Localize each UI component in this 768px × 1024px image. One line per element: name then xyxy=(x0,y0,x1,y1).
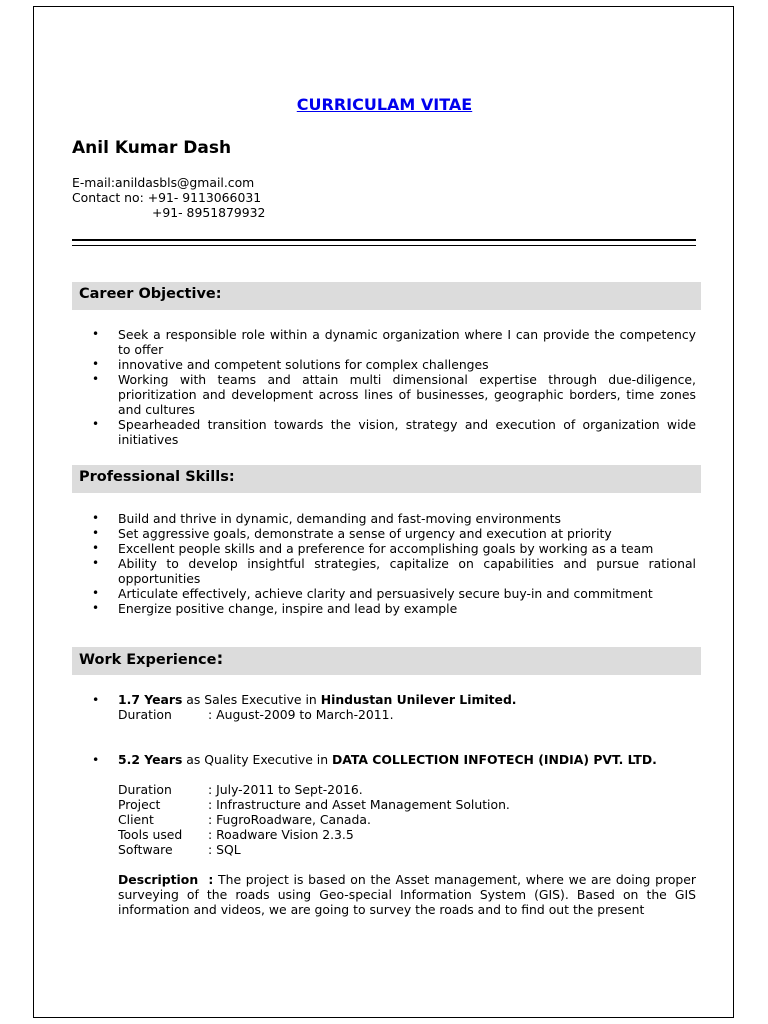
detail-value: : FugroRoadware, Canada. xyxy=(208,812,371,827)
job-2-role: as Quality Executive in xyxy=(182,752,332,767)
detail-value: : Roadware Vision 2.3.5 xyxy=(208,827,354,842)
list-item-text: Build and thrive in dynamic, demanding and fast-moving environments xyxy=(118,511,561,526)
list-item xyxy=(72,357,696,372)
job-2-detail-row xyxy=(72,797,696,812)
bullet-icon: • xyxy=(92,511,100,525)
job-2-detail-row xyxy=(72,782,696,797)
bullet-icon: • xyxy=(92,417,100,431)
job-1-duration xyxy=(72,707,696,722)
list-item xyxy=(72,601,696,616)
professional-skills-list xyxy=(72,511,696,616)
job-2-detail-row xyxy=(72,812,696,827)
detail-label: Duration xyxy=(118,782,172,797)
detail-label: Duration xyxy=(118,707,172,722)
description-label: Description xyxy=(118,872,199,887)
job-1-years: 1.7 Years xyxy=(118,692,183,707)
detail-value: : August-2009 to March-2011. xyxy=(208,707,394,722)
description-text: The project is based on the Asset management, where we are doing proper surveying of the roads using Geo-special Information System (GIS). Based on the GIS information and videos, we are going to survey the roads and to find out the present xyxy=(118,872,696,917)
detail-label: Project xyxy=(118,797,161,812)
candidate-name: Anil Kumar Dash xyxy=(72,138,232,158)
bullet-icon: • xyxy=(92,601,100,615)
job-1-summary xyxy=(72,692,696,707)
phone-2: +91- 8951879932 xyxy=(152,205,266,220)
list-item-text: Working with teams and attain multi dimensional expertise through due-diligence, prioritization and development across lines of businesses, geographic borders, time zones and cultures xyxy=(118,372,696,417)
header-divider-thin xyxy=(72,245,696,246)
list-item-text: Seek a responsible role within a dynamic organization where I can provide the competency to offer xyxy=(118,327,696,357)
bullet-icon: • xyxy=(92,586,100,600)
list-item xyxy=(72,526,696,541)
list-item xyxy=(72,511,696,526)
bullet-icon: • xyxy=(92,556,100,570)
list-item xyxy=(72,556,696,586)
list-item xyxy=(72,541,696,556)
document-title: CURRICULAM VITAE xyxy=(296,95,473,114)
list-item xyxy=(72,586,696,601)
header-divider-thick xyxy=(72,239,696,241)
phone-line-1 xyxy=(72,190,672,205)
job-entry-2 xyxy=(72,752,696,917)
resume-page xyxy=(33,6,734,1018)
list-item-text: Set aggressive goals, demonstrate a sense of urgency and execution at priority xyxy=(118,526,612,541)
list-item-text: Spearheaded transition towards the vision, strategy and execution of organization wide initiatives xyxy=(118,417,696,447)
list-item-text: Ability to develop insightful strategies, capitalize on capabilities and pursue rational opportunities xyxy=(118,556,696,586)
job-2-summary xyxy=(72,752,696,767)
detail-label: Tools used xyxy=(118,827,183,842)
detail-label: Client xyxy=(118,812,154,827)
detail-value: : SQL xyxy=(208,842,241,857)
phone-1: +91- 9113066031 xyxy=(147,190,262,205)
list-item-text: Articulate effectively, achieve clarity and persuasively secure buy-in and commitment xyxy=(118,586,653,601)
contact-label: Contact no: xyxy=(72,190,148,205)
job-2-company: DATA COLLECTION INFOTECH (INDIA) PVT. LTD. xyxy=(332,752,657,767)
job-2-detail-row xyxy=(72,842,696,857)
work-experience-heading-text: Work Experience xyxy=(79,652,217,668)
detail-value: : Infrastructure and Asset Management Solution. xyxy=(208,797,510,812)
detail-label: Software xyxy=(118,842,173,857)
email-line: E-mail:anildasbls@gmail.com xyxy=(72,175,255,190)
job-entry-1 xyxy=(72,692,696,722)
bullet-icon: • xyxy=(92,526,100,540)
job-1-company: Hindustan Unilever Limited. xyxy=(320,692,517,707)
list-item xyxy=(72,372,696,417)
list-item xyxy=(72,417,696,447)
job-2-description xyxy=(72,872,696,917)
professional-skills-heading: Professional Skills: xyxy=(72,465,701,493)
job-2-detail-row xyxy=(72,827,696,842)
contact-block xyxy=(72,175,672,220)
job-2-years: 5.2 Years xyxy=(118,752,183,767)
bullet-icon: • xyxy=(92,357,100,371)
bullet-icon: • xyxy=(92,372,100,386)
description-colon: : xyxy=(198,872,214,887)
detail-value: : July-2011 to Sept-2016. xyxy=(208,782,363,797)
career-objective-list xyxy=(72,327,696,447)
work-experience-heading-colon: : xyxy=(216,649,224,669)
career-objective-heading: Career Objective: xyxy=(72,282,701,310)
list-item xyxy=(72,327,696,357)
work-experience-heading xyxy=(72,647,701,675)
bullet-icon: • xyxy=(92,327,100,341)
list-item-text: innovative and competent solutions for complex challenges xyxy=(118,357,489,372)
list-item-text: Excellent people skills and a preference for accomplishing goals by working as a team xyxy=(118,541,654,556)
bullet-icon: • xyxy=(92,752,100,767)
list-item-text: Energize positive change, inspire and lead by example xyxy=(118,601,458,616)
bullet-icon: • xyxy=(92,541,100,555)
job-1-role: as Sales Executive in xyxy=(182,692,321,707)
bullet-icon: • xyxy=(92,692,100,707)
